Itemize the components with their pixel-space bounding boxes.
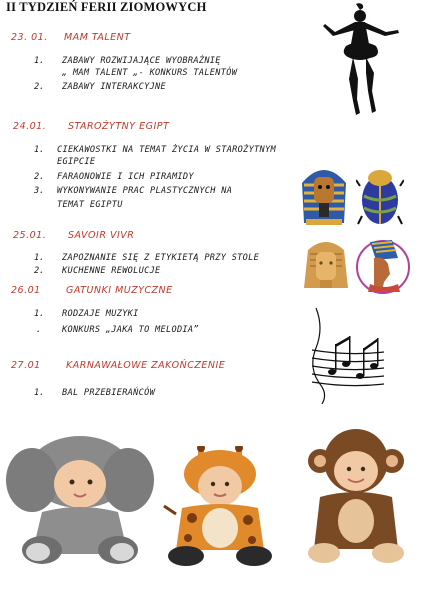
day-header-1 — [11, 32, 48, 43]
day-topic-4: GATUNKI MUZYCZNE — [66, 285, 173, 296]
list-item: ZAPOZNANIE SIĘ Z ETYKIETĄ PRZY STOLE — [62, 253, 260, 263]
day-date: 25.01. — [13, 230, 47, 241]
list-item: BAL PRZEBIERAŃCÓW — [62, 388, 156, 398]
giraffe-costume-baby-icon — [158, 446, 282, 568]
item-number: 1. — [34, 56, 45, 66]
pharaoh-icon — [298, 163, 350, 227]
day-topic-3: SAVOIR VIVR — [68, 230, 135, 241]
item-number: 2. — [34, 266, 45, 276]
list-item: RODZAJE MUZYKI — [62, 309, 139, 319]
list-item: „ MAM TALENT „- KONKURS TALENTÓW — [62, 68, 238, 78]
item-number: 1. — [34, 388, 45, 398]
list-item: EGIPCIE — [57, 157, 96, 167]
list-item: ZABAWY INTERAKCYJNE — [62, 82, 167, 92]
day-topic-1: MAM TALENT — [64, 32, 131, 43]
music-notes-icon — [306, 300, 388, 410]
day-date: 24.01. — [13, 121, 47, 132]
item-number: 2. — [34, 172, 45, 182]
scarab-icon — [356, 166, 404, 228]
list-item: FARAONOWIE I ICH PIRAMIDY — [57, 172, 194, 182]
day-date: 23. 01. — [11, 32, 48, 43]
day-date: 26.01 — [11, 285, 41, 296]
list-item: CIEKAWOSTKI NA TEMAT ŻYCIA W STAROŻYTNYM — [57, 145, 276, 155]
day-topic-5: KARNAWAŁOWE ZAKOŃCZENIE — [66, 360, 226, 371]
list-item: KONKURS „JAKA TO MELODIA” — [62, 325, 199, 335]
page-title: II TYDZIEŃ FERII ZIOMOWYCH — [6, 0, 207, 14]
item-number: 2. — [34, 82, 45, 92]
list-item: TEMAT EGIPTU — [57, 200, 123, 210]
monkey-costume-baby-icon — [300, 425, 412, 567]
dancer-silhouette-icon — [322, 2, 402, 118]
sphinx-head-icon — [302, 236, 350, 298]
list-item: ZABAWY ROZWIJAJĄCE WYOBRAŹNIĘ — [62, 56, 221, 66]
day-topic-2: STAROŻYTNY EGIPT — [68, 121, 170, 132]
elephant-costume-baby-icon — [2, 432, 158, 568]
item-number: 1. — [34, 145, 45, 155]
item-number: . — [36, 325, 42, 335]
list-item: KUCHENNE REWOLUCJE — [62, 266, 161, 276]
day-date: 27.01 — [11, 360, 41, 371]
list-item: WYKONYWANIE PRAC PLASTYCZNYCH NA — [57, 186, 233, 196]
item-number: 3. — [34, 186, 45, 196]
item-number: 1. — [34, 309, 45, 319]
item-number: 1. — [34, 253, 45, 263]
nefertiti-icon — [356, 236, 411, 298]
